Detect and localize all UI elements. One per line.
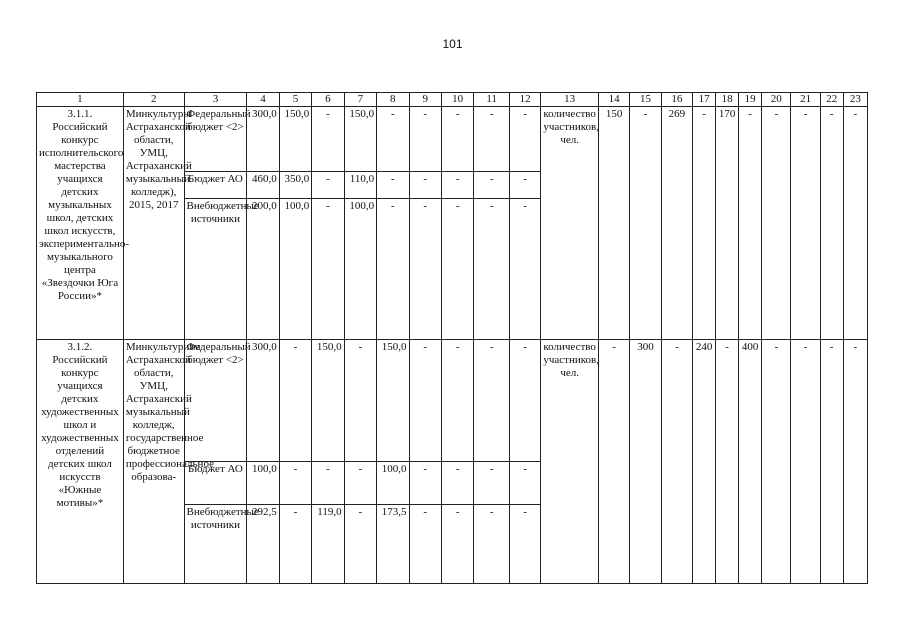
value-cell: 460,0 (247, 172, 279, 199)
column-header: 8 (377, 93, 409, 107)
value-cell: - (474, 462, 510, 505)
indicator-value: - (762, 107, 791, 340)
indicator-value: - (791, 340, 820, 584)
value-cell: - (279, 462, 311, 505)
value-cell: - (509, 462, 540, 505)
indicator-value: - (843, 340, 867, 584)
value-cell: 110,0 (344, 172, 376, 199)
column-header: 13 (541, 93, 599, 107)
value-cell: - (474, 340, 510, 462)
indicator-value: - (598, 340, 629, 584)
value-cell: - (409, 462, 441, 505)
column-header: 6 (312, 93, 344, 107)
value-cell: 300,0 (247, 340, 279, 462)
column-header: 5 (279, 93, 311, 107)
program-table (36, 92, 868, 584)
column-header: 19 (739, 93, 762, 107)
column-header: 11 (474, 93, 510, 107)
value-cell: 150,0 (377, 340, 409, 462)
indicator-value: - (739, 107, 762, 340)
funding-source: Бюджет АО (184, 172, 247, 199)
indicator-value: - (630, 107, 661, 340)
executor-cell: Минкультуры Астраханской области, УМЦ, Астраханский музыкальный колледж), 2015, 2017 (123, 107, 184, 340)
value-cell: 150,0 (312, 340, 344, 462)
value-cell: - (509, 107, 540, 172)
value-cell: 300,0 (247, 107, 279, 172)
table-row (37, 107, 868, 172)
value-cell: 200,0 (247, 199, 279, 340)
funding-source: Бюджет АО (184, 462, 247, 505)
indicator-value: 150 (598, 107, 629, 340)
value-cell: - (441, 199, 473, 340)
funding-source: Внебюджетные источники (184, 199, 247, 340)
value-cell: - (312, 462, 344, 505)
column-header: 22 (820, 93, 843, 107)
indicator-value: 269 (661, 107, 692, 340)
value-cell: - (474, 199, 510, 340)
value-cell: - (474, 172, 510, 199)
table-row (37, 340, 868, 462)
value-cell: - (279, 505, 311, 584)
measure-name: 3.1.1. Российский конкурс исполнительского мастерства учащихся детских музыкальных школ, детских школ искусств, экспериментально-музыкального центра «Звездочки Юга России»* (37, 107, 124, 340)
column-header: 17 (693, 93, 716, 107)
value-cell: 100,0 (279, 199, 311, 340)
value-cell: - (441, 462, 473, 505)
value-cell: - (509, 340, 540, 462)
indicator-value: - (820, 340, 843, 584)
value-cell: 173,5 (377, 505, 409, 584)
value-cell: 100,0 (344, 199, 376, 340)
value-cell: 100,0 (247, 462, 279, 505)
column-header: 2 (123, 93, 184, 107)
value-cell: - (312, 199, 344, 340)
column-header: 14 (598, 93, 629, 107)
column-header: 9 (409, 93, 441, 107)
column-header: 15 (630, 93, 661, 107)
indicator-value: - (693, 107, 716, 340)
value-cell: - (377, 172, 409, 199)
indicator-value: 170 (716, 107, 739, 340)
column-header: 21 (791, 93, 820, 107)
indicator-cell: количество участников, чел. (541, 107, 599, 340)
value-cell: - (441, 172, 473, 199)
indicator-value: - (762, 340, 791, 584)
column-header: 23 (843, 93, 867, 107)
value-cell: - (312, 107, 344, 172)
indicator-value: 240 (693, 340, 716, 584)
value-cell: 100,0 (377, 462, 409, 505)
value-cell: - (409, 172, 441, 199)
value-cell: - (509, 505, 540, 584)
value-cell: - (409, 505, 441, 584)
funding-source: Федеральный бюджет <2> (184, 340, 247, 462)
indicator-value: - (791, 107, 820, 340)
indicator-value: - (716, 340, 739, 584)
value-cell: 119,0 (312, 505, 344, 584)
indicator-value: - (843, 107, 867, 340)
value-cell: 292,5 (247, 505, 279, 584)
value-cell: - (409, 340, 441, 462)
indicator-value: 400 (739, 340, 762, 584)
value-cell: - (474, 107, 510, 172)
indicator-value: - (661, 340, 692, 584)
value-cell: 350,0 (279, 172, 311, 199)
value-cell: - (509, 172, 540, 199)
column-header: 20 (762, 93, 791, 107)
column-header: 16 (661, 93, 692, 107)
measure-name: 3.1.2. Российский конкурс учащихся детских художественных школ и художественных отделений детских школ искусств «Южные мотивы»* (37, 340, 124, 584)
value-cell: - (377, 199, 409, 340)
value-cell: - (344, 462, 376, 505)
value-cell: - (344, 340, 376, 462)
indicator-value: - (820, 107, 843, 340)
column-header: 7 (344, 93, 376, 107)
value-cell: - (441, 107, 473, 172)
value-cell: - (474, 505, 510, 584)
value-cell: - (312, 172, 344, 199)
value-cell: - (441, 505, 473, 584)
column-header: 10 (441, 93, 473, 107)
value-cell: - (279, 340, 311, 462)
value-cell: - (344, 505, 376, 584)
column-header: 3 (184, 93, 247, 107)
page-number: 101 (442, 37, 463, 51)
value-cell: - (409, 199, 441, 340)
funding-source: Федеральный бюджет <2> (184, 107, 247, 172)
column-header: 18 (716, 93, 739, 107)
value-cell: - (377, 107, 409, 172)
value-cell: - (509, 199, 540, 340)
value-cell: - (441, 340, 473, 462)
value-cell: 150,0 (279, 107, 311, 172)
value-cell: - (409, 107, 441, 172)
funding-source: Внебюджетные источники (184, 505, 247, 584)
column-header: 1 (37, 93, 124, 107)
executor-cell: Минкультуризм Астраханской области, УМЦ, Астраханский музыкальный колледж, государственное бюджетное профессиональное образова- (123, 340, 184, 584)
indicator-cell: количество участников, чел. (541, 340, 599, 584)
header-row (37, 93, 868, 107)
indicator-value: 300 (630, 340, 661, 584)
column-header: 4 (247, 93, 279, 107)
column-header: 12 (509, 93, 540, 107)
value-cell: 150,0 (344, 107, 376, 172)
